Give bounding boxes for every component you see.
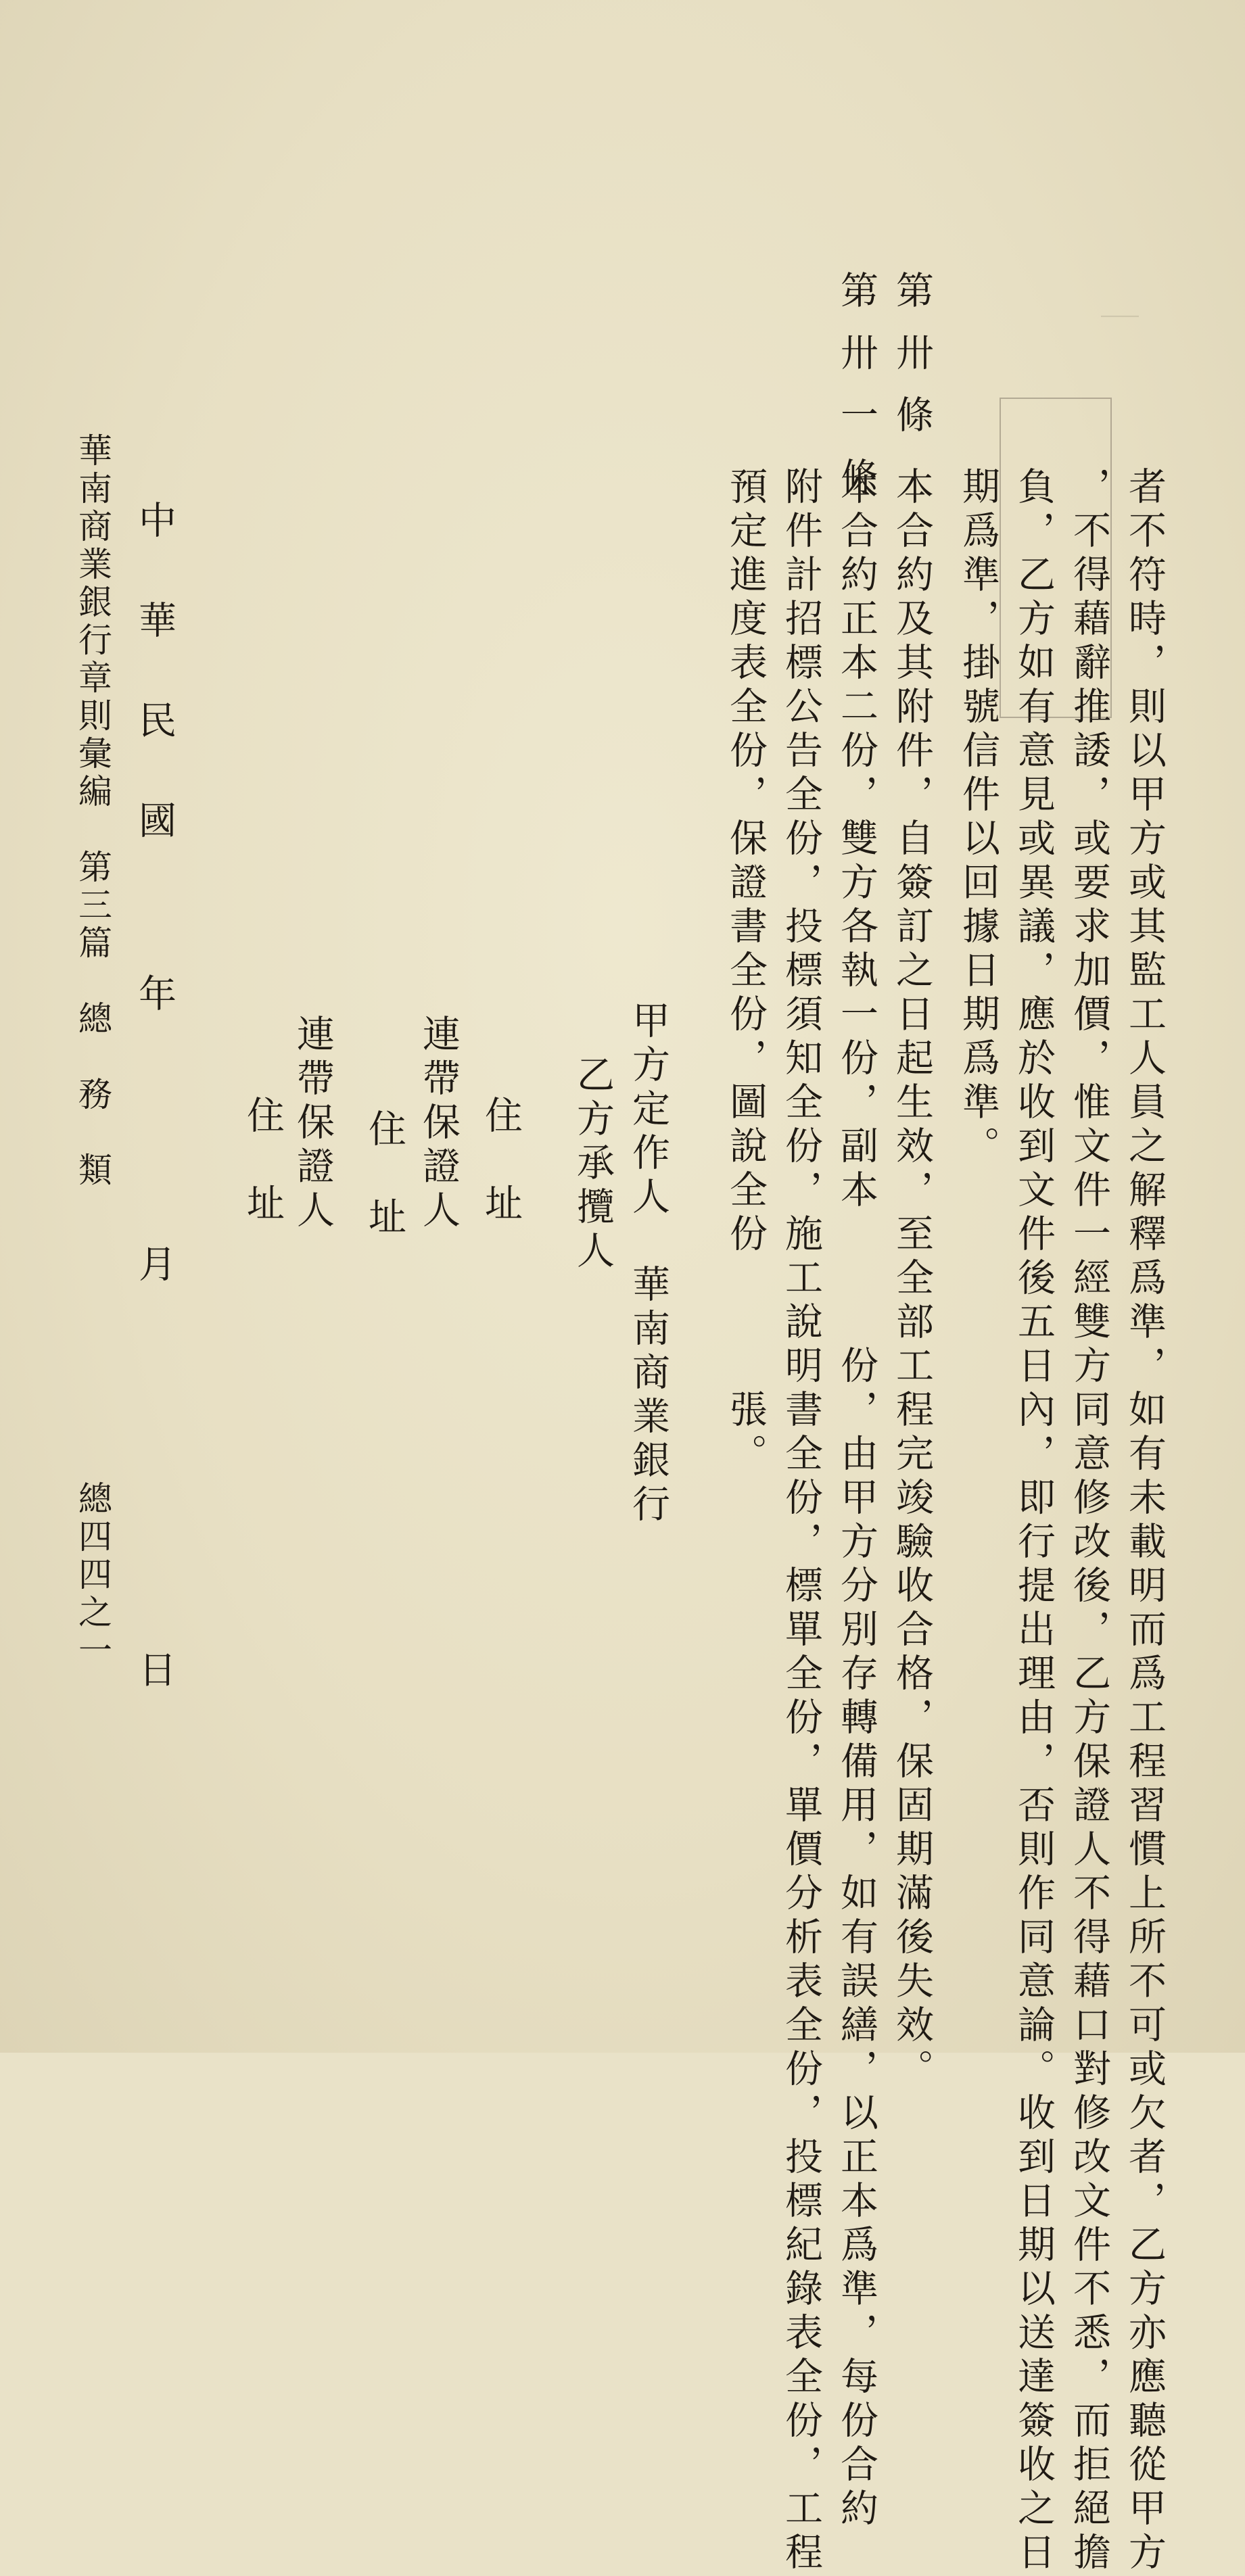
date-month: 月: [133, 1244, 177, 1288]
article-31-line-3: 預定進度表全份，保證書全份，圖說全份 張。: [724, 467, 768, 1477]
article-31-line-2: 附件計招標公告全份，投標須知全份，施工說明書全份，標單全份，單價分析表全份，投標紀錄表全份，工程: [779, 467, 823, 2576]
book-title: 華南商業銀行章則彙編 第三篇 總 務 類: [73, 433, 112, 1190]
date-year: 年: [133, 974, 177, 1018]
article-31-line-1: 本合約正本二份，雙方各執一份，副本 份，由甲方分別存轉備用，如有誤繕，以正本爲準，每份合約: [835, 467, 878, 2532]
body-line-3: 負，乙方如有意見或異議，應於收到文件後五日內，即行提出理由，否則作同意論。收到日期以送達簽收之日: [1012, 467, 1056, 2576]
stamp-outline: [1000, 398, 1112, 718]
article-31-label: 第卅一條: [835, 270, 878, 519]
article-30-text: 本合約及其附件，自簽訂之日起生效，至全部工程完竣驗收合格，保固期滿後失效。: [890, 467, 934, 2093]
body-line-2: ，不得藉辭推諉，或要求加價，惟文件一經雙方同意修改後，乙方保證人不得藉口對修改文件不悉，而拒絕擔: [1067, 467, 1111, 2576]
guarantor-1: 連帶保證人: [417, 1014, 461, 1234]
address-3: 住 址: [241, 1095, 285, 1227]
guarantor-2: 連帶保證人: [291, 1014, 335, 1234]
article-30-label: 第卅條: [890, 270, 934, 457]
party-a-signature: 甲方定作人 華南商業銀行: [626, 1001, 670, 1528]
bleed-through-text: ｜: [1095, 297, 1139, 565]
address-2: 住 址: [362, 1109, 406, 1241]
party-b-signature: 乙方承攬人: [571, 1055, 615, 1274]
address-1: 住 址: [479, 1095, 523, 1227]
body-line-1: 者不符時，則以甲方或其監工人員之解釋爲準，如有未載明而爲工程習慣上所不可或欠者，乙方亦應聽從甲方: [1123, 467, 1167, 2576]
page-number: 總四四之一: [73, 1481, 112, 1670]
body-line-4: 期爲準，掛號信件以回據日期爲準。: [956, 467, 1000, 1170]
date-day: 日: [133, 1650, 177, 1694]
date-prefix: 中 華 民 國: [133, 500, 177, 851]
